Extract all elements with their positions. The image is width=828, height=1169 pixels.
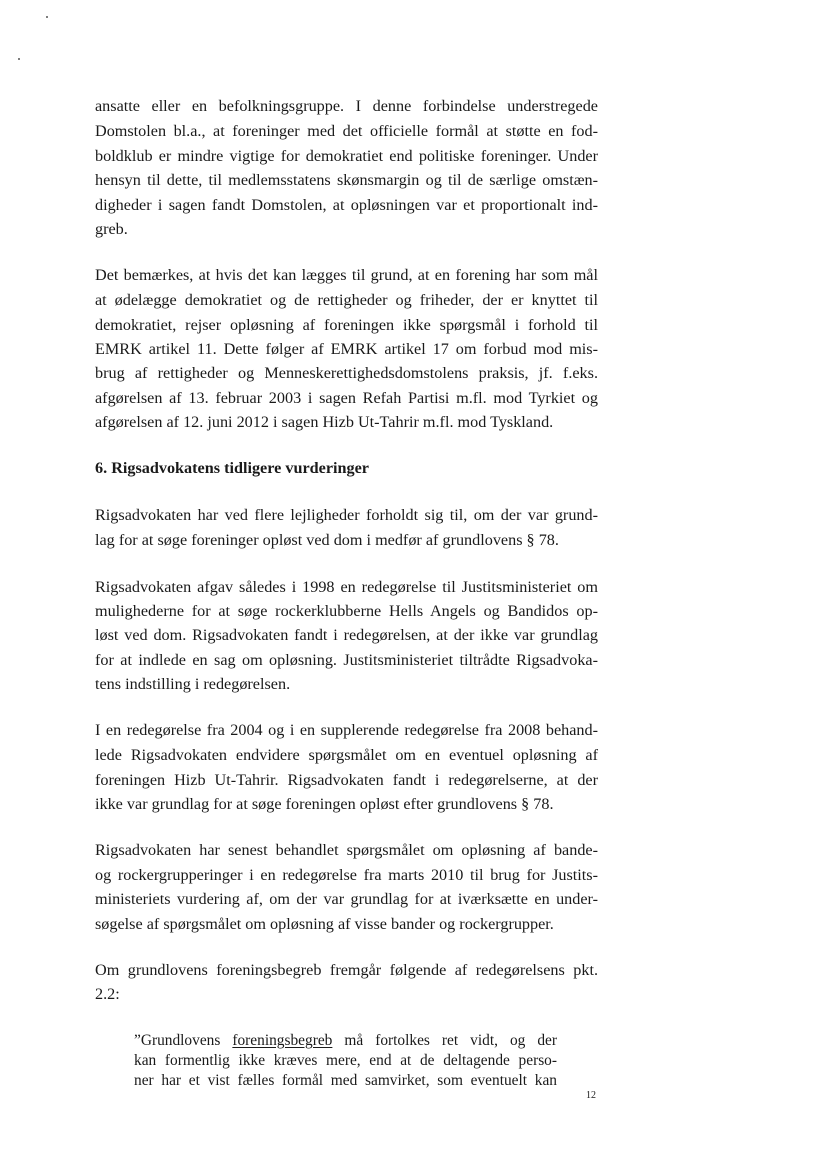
body-text-line: brug af rettigheder og Menneskerettighedsdomstolens praksis, jf. f.eks. [95,364,598,382]
body-text-line: ministeriets vurdering af, om der var grundlag for at iværksætte en under- [95,890,598,908]
quote-text: ”Grundlovens [134,1032,233,1049]
body-text-line: Rigsadvokaten har ved flere lejligheder forholdt sig til, om der var grund- [95,506,598,524]
body-text-line: EMRK artikel 11. Dette følger af EMRK artikel 17 om forbud mod mis- [95,340,598,358]
body-text-line: boldklub er mindre vigtige for demokratiet end politiske foreninger. Under [95,147,598,165]
quote-line: kan formentlig ikke kræves mere, end at de deltagende perso- [134,1052,557,1069]
body-text-line: Det bemærkes, at hvis det kan lægges til grund, at en forening har som mål [95,266,598,284]
body-text-line: greb. [95,220,128,238]
body-text-line: Om grundlovens foreningsbegreb fremgår følgende af redegørelsens pkt. [95,961,598,979]
body-text-line: demokratiet, rejser opløsning af foreningen ikke spørgsmål i forhold til [95,316,598,334]
section-heading: 6. Rigsadvokatens tidligere vurderinger [95,459,369,477]
body-text-line: løst ved dom. Rigsadvokaten fandt i redegørelsen, at der ikke var grundlag [95,626,598,644]
body-text-line: 2.2: [95,985,120,1003]
body-text-line: digheder i sagen fandt Domstolen, at opløsningen var et proportionalt ind- [95,196,598,214]
body-text-line: foreningen Hizb Ut-Tahrir. Rigsadvokaten fandt i redegørelserne, at der [95,771,598,789]
body-text-line: hensyn til dette, til medlemsstatens skønsmargin og til de særlige omstæn- [95,171,598,189]
quote-line: ner har et vist fælles formål med samvirket, som eventuelt kan [134,1072,557,1089]
body-text-line: og rockergrupperinger i en redegørelse fra marts 2010 til brug for Justits- [95,866,598,884]
scan-speck [18,58,20,60]
body-text-line: lag for at søge foreninger opløst ved dom i medfør af grundlovens § 78. [95,531,559,549]
quote-underlined-term: foreningsbegreb [232,1032,333,1049]
body-text-line: mulighederne for at søge rockerklubberne Hells Angels og Bandidos op- [95,602,598,620]
body-text-line: afgørelsen af 13. februar 2003 i sagen Refah Partisi m.fl. mod Tyrkiet og [95,389,598,407]
page-number: 12 [586,1090,596,1101]
quote-line [134,1031,557,1050]
quote-text: må fortolkes ret vidt, og der [332,1032,558,1049]
body-text-line: for at indlede en sag om opløsning. Justitsministeriet tiltrådte Rigsadvoka- [95,651,598,669]
body-text-line: at ødelægge demokratiet og de rettigheder og friheder, der er knyttet til [95,291,598,309]
body-text-line: afgørelsen af 12. juni 2012 i sagen Hizb Ut-Tahrir m.fl. mod Tyskland. [95,413,554,431]
body-text-line: lede Rigsadvokaten endvidere spørgsmålet om en eventuel opløsning af [95,746,598,764]
body-text-line: Rigsadvokaten har senest behandlet spørgsmålet om opløsning af bande- [95,841,598,859]
body-text-line: tens indstilling i redegørelsen. [95,675,291,693]
body-text-line: ansatte eller en befolkningsgruppe. I denne forbindelse understregede [95,97,598,115]
body-text-line: Rigsadvokaten afgav således i 1998 en redegørelse til Justitsministeriet om [95,578,598,596]
scan-speck [46,16,48,18]
body-text-line: I en redegørelse fra 2004 og i en supplerende redegørelse fra 2008 behand- [95,721,598,739]
body-text-line: Domstolen bl.a., at foreninger med det officielle formål at støtte en fod- [95,122,598,140]
body-text-line: søgelse af spørgsmålet om opløsning af visse bander og rockergrupper. [95,915,554,933]
body-text-line: ikke var grundlag for at søge foreningen opløst efter grundlovens § 78. [95,795,554,813]
